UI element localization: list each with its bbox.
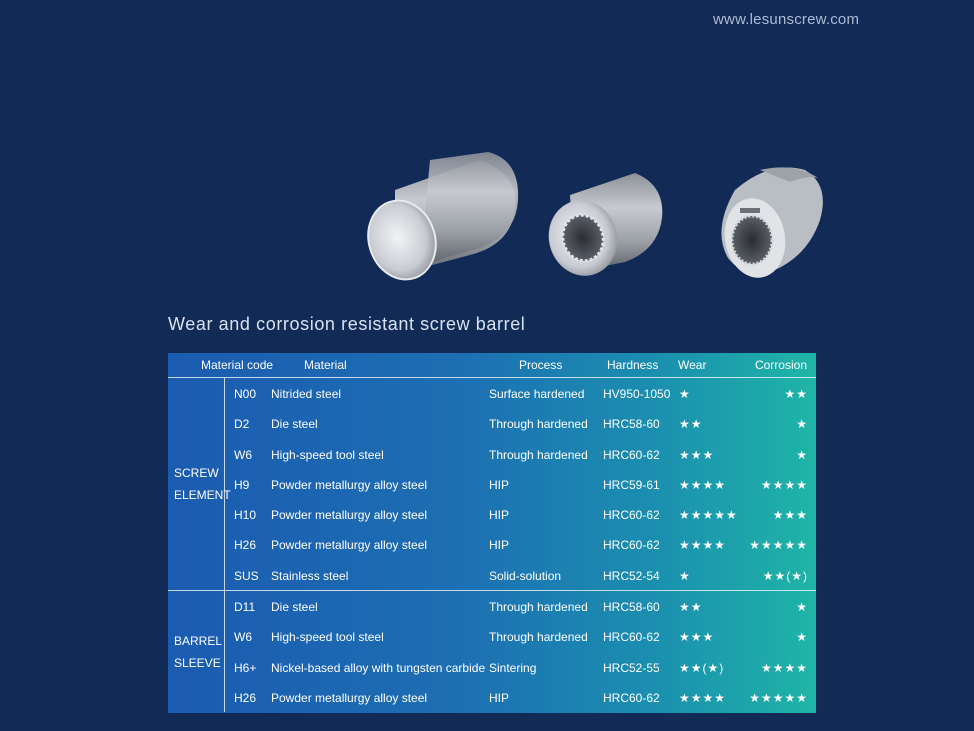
material-code-cell: W6	[234, 447, 252, 462]
table-row	[168, 378, 816, 408]
material-cell: Nickel-based alloy with tungsten carbide	[271, 660, 486, 675]
table-header	[168, 353, 816, 378]
hardness-cell: HRC52-54	[603, 568, 660, 583]
corrosion-rating: ★	[796, 447, 808, 462]
wear-rating: ★★★★★	[679, 508, 738, 523]
hardness-cell: HV950-1050	[603, 387, 671, 401]
table-row	[168, 652, 816, 682]
wear-rating: ★★★	[679, 630, 715, 645]
header-wear: Wear	[678, 358, 707, 372]
hardness-cell: HRC60-62	[603, 690, 660, 705]
material-cell: High-speed tool steel	[271, 447, 384, 462]
corrosion-rating: ★	[796, 417, 808, 432]
table-row	[168, 682, 816, 712]
materials-table	[168, 353, 816, 713]
screw-element-image	[719, 167, 823, 282]
table-group	[168, 378, 816, 590]
corrosion-rating: ★	[796, 600, 808, 615]
header-process: Process	[519, 358, 563, 372]
process-cell: Solid-solution	[489, 568, 562, 583]
table-body	[168, 378, 816, 712]
table-row	[168, 499, 816, 529]
hardness-cell: HRC60-62	[603, 447, 660, 462]
material-cell: Nitrided steel	[271, 387, 342, 401]
material-cell: Powder metallurgy alloy steel	[271, 538, 428, 553]
process-cell: Through hardened	[489, 417, 588, 432]
material-cell: Die steel	[271, 600, 318, 615]
wear-rating: ★★★★	[679, 690, 727, 705]
header-material-code: Material code	[201, 358, 274, 372]
material-cell: Powder metallurgy alloy steel	[271, 690, 428, 705]
material-code-cell: H10	[234, 508, 257, 523]
table-row	[168, 469, 816, 499]
hardness-cell: HRC52-55	[603, 660, 660, 675]
hardness-cell: HRC60-62	[603, 508, 660, 523]
corrosion-rating: ★★★	[772, 508, 808, 523]
group-label-line: SLEEVE	[174, 655, 221, 670]
corrosion-rating: ★★★★	[760, 477, 808, 492]
material-cell: Powder metallurgy alloy steel	[271, 508, 428, 523]
corrosion-rating: ★	[796, 630, 808, 645]
wear-rating: ★★	[679, 600, 703, 615]
wear-rating: ★★★	[679, 447, 715, 462]
material-code-cell: N00	[234, 387, 257, 401]
corrosion-rating: ★★(★)	[762, 568, 808, 583]
material-cell: Powder metallurgy alloy steel	[271, 477, 428, 492]
material-code-cell: D11	[234, 600, 256, 615]
hardness-cell: HRC58-60	[603, 600, 660, 615]
process-cell: HIP	[489, 508, 510, 523]
header-corrosion: Corrosion	[754, 358, 807, 372]
process-cell: Through hardened	[489, 600, 588, 615]
material-cell: High-speed tool steel	[271, 630, 384, 645]
process-cell: HIP	[489, 477, 510, 492]
wear-rating: ★	[679, 387, 691, 401]
corrosion-rating: ★★★★★	[749, 690, 808, 705]
material-cell: Stainless steel	[271, 568, 349, 583]
group-label-line: ELEMENT	[174, 488, 231, 503]
hardness-cell: HRC60-62	[603, 538, 660, 553]
table-row	[168, 560, 816, 590]
table-row	[168, 591, 816, 621]
table-row	[168, 408, 816, 438]
table-row	[168, 529, 816, 559]
wear-rating: ★	[679, 568, 691, 583]
table-row	[168, 439, 816, 469]
process-cell: Through hardened	[489, 630, 588, 645]
hardness-cell: HRC60-62	[603, 630, 660, 645]
barrel-sleeve-image	[540, 173, 662, 284]
material-code-cell: H26	[234, 538, 257, 553]
website-url: www.lesunscrew.com	[713, 11, 860, 28]
header-hardness: Hardness	[607, 358, 659, 372]
process-cell: Sintering	[489, 660, 537, 675]
header-material: Material	[304, 358, 347, 372]
material-code-cell: SUS	[234, 568, 259, 583]
wear-rating: ★★(★)	[679, 660, 725, 675]
material-code-cell: H6+	[234, 660, 257, 675]
wear-rating: ★★	[679, 417, 703, 432]
process-cell: HIP	[489, 690, 510, 705]
material-cell: Die steel	[271, 417, 318, 432]
material-code-cell: H26	[234, 690, 257, 705]
material-code-cell: W6	[234, 630, 252, 645]
table-group	[168, 590, 816, 712]
wear-rating: ★★★★	[679, 477, 727, 492]
corrosion-rating: ★★★★	[760, 660, 808, 675]
section-title: Wear and corrosion resistant screw barrel	[168, 314, 526, 334]
hardness-cell: HRC59-61	[603, 477, 660, 492]
solid-barrel-image	[358, 152, 518, 288]
corrosion-rating: ★★	[784, 387, 808, 401]
process-cell: Surface hardened	[489, 387, 585, 401]
process-cell: Through hardened	[489, 447, 588, 462]
table-row	[168, 621, 816, 651]
product-image	[0, 0, 974, 300]
corrosion-rating: ★★★★★	[749, 538, 808, 553]
material-code-cell: H9	[234, 477, 250, 492]
group-label-line: BARREL	[174, 633, 223, 648]
hardness-cell: HRC58-60	[603, 417, 660, 432]
wear-rating: ★★★★	[679, 538, 727, 553]
process-cell: HIP	[489, 538, 510, 553]
material-code-cell: D2	[234, 417, 250, 432]
group-label-line: SCREW	[174, 466, 219, 481]
